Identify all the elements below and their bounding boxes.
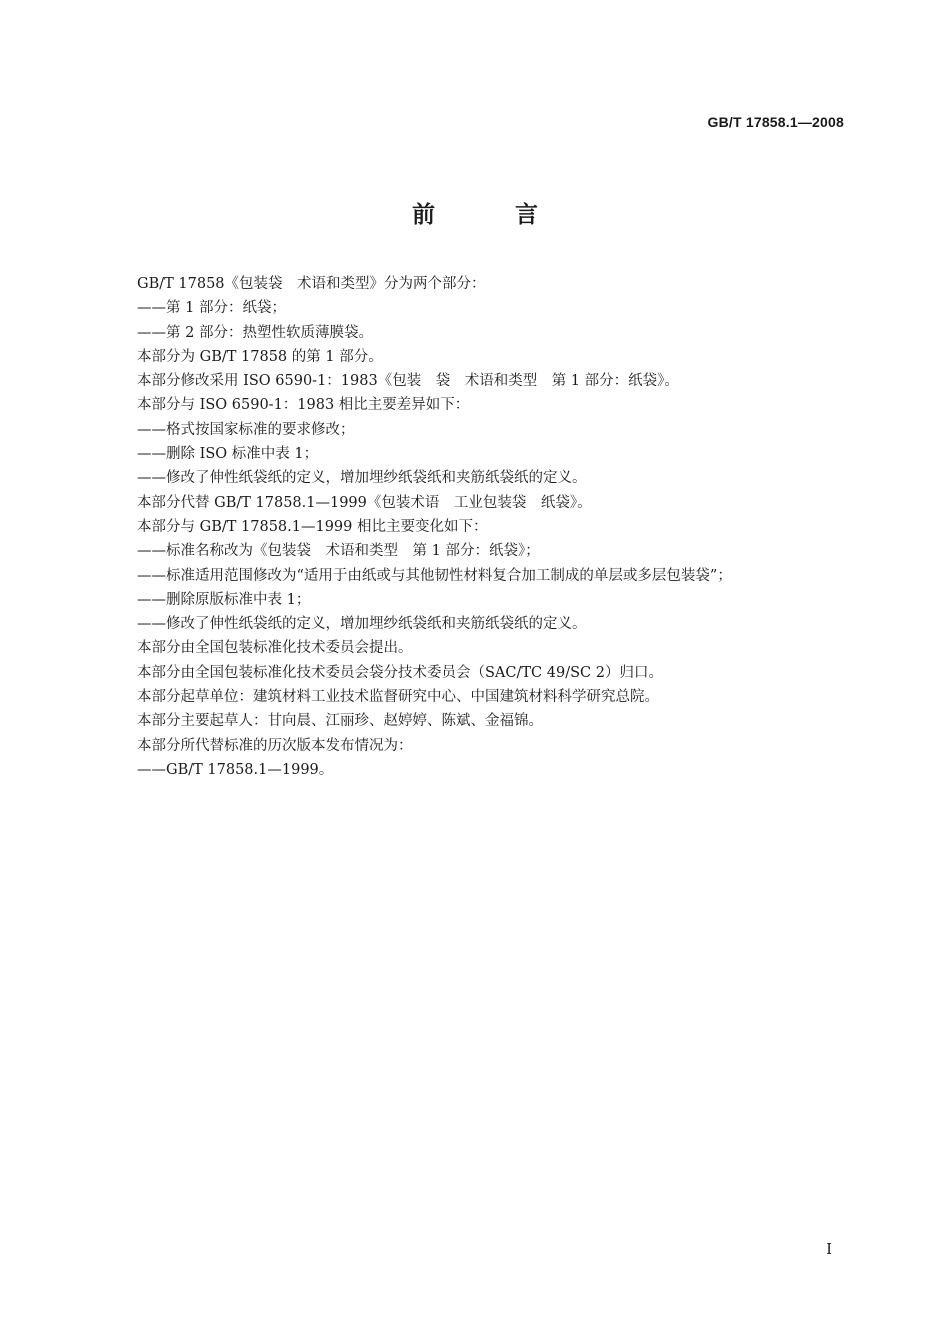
text-line: ——GB/T 17858.1—1999。 bbox=[137, 761, 334, 778]
text-line: 本部分起草单位：建筑材料工业技术监督研究中心、中国建筑材料科学研究总院。 bbox=[137, 689, 659, 706]
text-line: ——标准名称改为《包装袋 术语和类型 第 1 部分：纸袋》； bbox=[137, 543, 540, 560]
text-line: 本部分与 GB/T 17858.1—1999 相比主要变化如下： bbox=[137, 518, 488, 535]
text-line: 本部分代替 GB/T 17858.1—1999《包装术语 工业包装袋 纸袋》。 bbox=[137, 494, 592, 511]
text-line: 本部分为 GB/T 17858 的第 1 部分。 bbox=[137, 348, 383, 365]
text-line: ——第 2 部分：热塑性软质薄膜袋。 bbox=[137, 324, 373, 341]
standard-code: GB/T 17858.1—2008 bbox=[707, 114, 844, 130]
text-line: ——删除 ISO 标准中表 1； bbox=[137, 446, 319, 463]
text-line: ——修改了伸性纸袋纸的定义，增加埋纱纸袋纸和夹筋纸袋纸的定义。 bbox=[137, 470, 587, 487]
page-title: 前 言 bbox=[411, 202, 574, 228]
text-line: 本部分由全国包装标准化技术委员会提出。 bbox=[137, 640, 413, 657]
text-line: GB/T 17858《包装袋 术语和类型》分为两个部分： bbox=[137, 276, 486, 292]
text-line: 本部分主要起草人：甘向晨、江丽珍、赵婷婷、陈斌、金福锦。 bbox=[137, 713, 543, 730]
text-line: 本部分修改采用 ISO 6590-1：1983《包装 袋 术语和类型 第 1 部分：纸袋》。 bbox=[137, 373, 679, 390]
text-line: 本部分与 ISO 6590-1：1983 相比主要差异如下： bbox=[137, 397, 470, 414]
text-line: ——格式按国家标准的要求修改； bbox=[137, 421, 355, 438]
foreword-body bbox=[137, 272, 857, 782]
text-line: ——修改了伸性纸袋纸的定义，增加埋纱纸袋纸和夹筋纸袋纸的定义。 bbox=[137, 616, 587, 633]
text-line: ——删除原版标准中表 1； bbox=[137, 591, 311, 608]
text-line: ——标准适用范围修改为“适用于由纸或与其他韧性材料复合加工制成的单层或多层包装袋”； bbox=[137, 567, 732, 584]
text-line: 本部分由全国包装标准化技术委员会袋分技术委员会（SAC/TC 49/SC 2）归口。 bbox=[137, 664, 663, 681]
text-line: 本部分所代替标准的历次版本发布情况为： bbox=[137, 737, 413, 754]
text-line: ——第 1 部分：纸袋； bbox=[137, 300, 286, 317]
page-number: I bbox=[826, 1240, 832, 1258]
